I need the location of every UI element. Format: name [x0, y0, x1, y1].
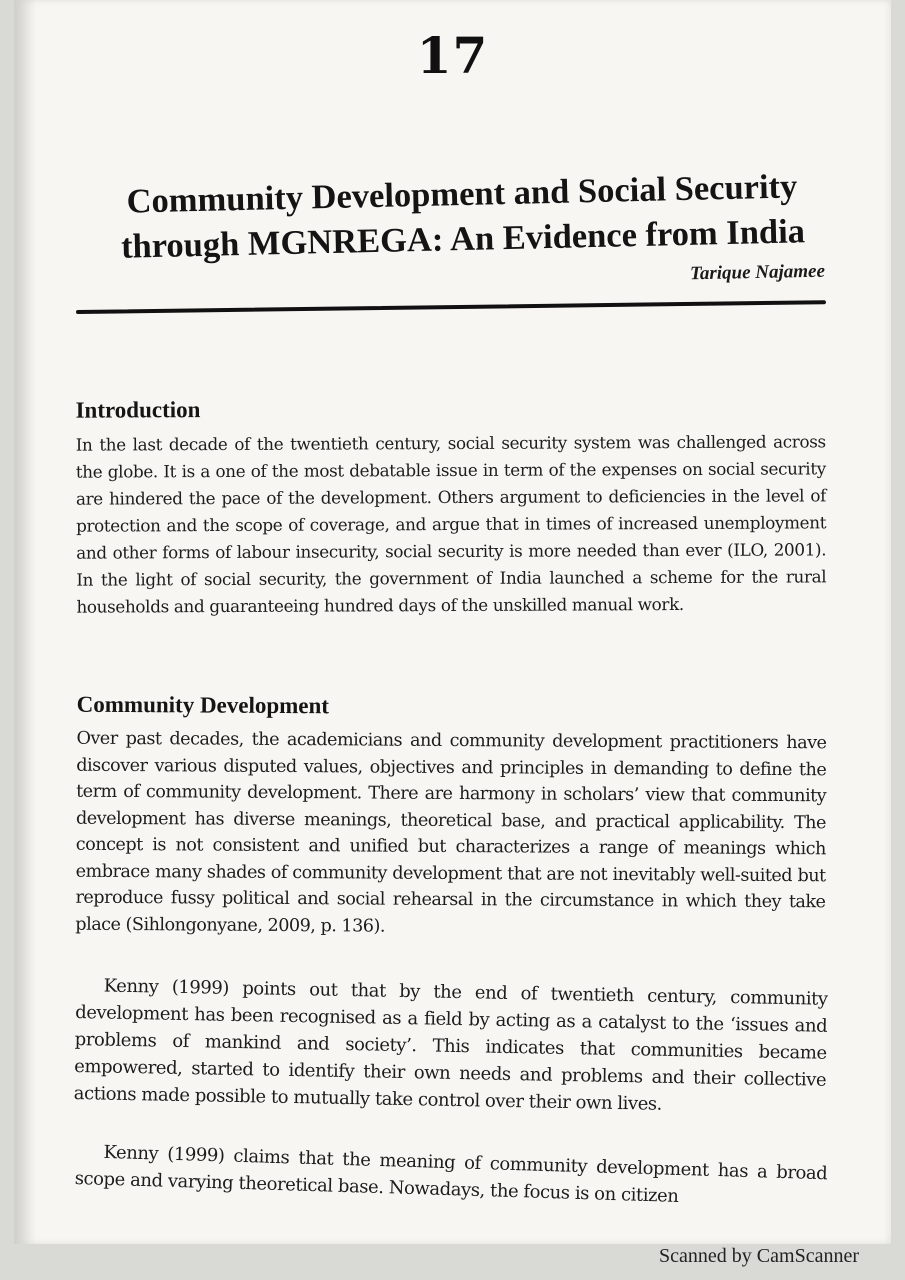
- community-development-paragraph-1: Over past decades, the academicians and community development practitioners have discover various disputed values, objectives and principles in demanding to define the term of community development. There are harmony in scholars’ view that community development has diverse meanings, theoretical base, and practical applicability. The concept is not consistent and unified but characterizes a range of meanings which embrace many shades of community development that are not inevitably well-suited but reproduce fussy political and social rehearsal in the circumstance in which they take place (Sihlongonyane, 2009, p. 136).: [75, 728, 827, 937]
- community-development-paragraph-2: Kenny (1999) points out that by the end of twentieth century, community development has been recognised as a field by acting as a catalyst to the ‘issues and problems of mankind and society’. This indicates that communities became empowered, started to identify their own needs and problems and their collective actions made possible to mutually take control over their own lives.: [73, 975, 828, 1115]
- book-page: [14, 0, 891, 1244]
- community-development-paragraph-3: Kenny (1999) claims that the meaning of community development has a broad scope and varying theoretical base. Nowadays, the focus is on citizen: [74, 1141, 828, 1207]
- chapter-title-line-1: Community Development and Social Security: [126, 167, 798, 221]
- community-development-section: [75, 692, 826, 943]
- camscanner-watermark: Scanned by CamScanner: [659, 1245, 859, 1267]
- introduction-section: [76, 394, 827, 620]
- introduction-heading: Introduction: [75, 397, 201, 423]
- title-divider: [76, 300, 826, 314]
- introduction-paragraph: In the last decade of the twentieth century, social security system was challenged across the globe. It is a one of the most debatable issue in term of the expenses on social security are hindered the pace of the development. Others argument to deficiencies in the level of protection and the scope of coverage, and argue that in times of increased unemployment and other forms of labour insecurity, social security is more needed than ever (ILO, 2001). In the light of social security, the government of India launched a scheme for the rural households and guaranteeing hundred days of the unskilled manual work.: [75, 431, 827, 617]
- community-development-heading: Community Development: [76, 691, 330, 719]
- author-name: Tarique Najamee: [689, 260, 826, 285]
- kenny-paragraph-wrap-1: [74, 972, 828, 1121]
- kenny-paragraph-wrap-2: [74, 1138, 827, 1214]
- chapter-number: 17: [416, 26, 489, 85]
- chapter-title: [89, 164, 836, 271]
- chapter-title-line-2: through MGNREGA: An Evidence from India: [120, 212, 806, 266]
